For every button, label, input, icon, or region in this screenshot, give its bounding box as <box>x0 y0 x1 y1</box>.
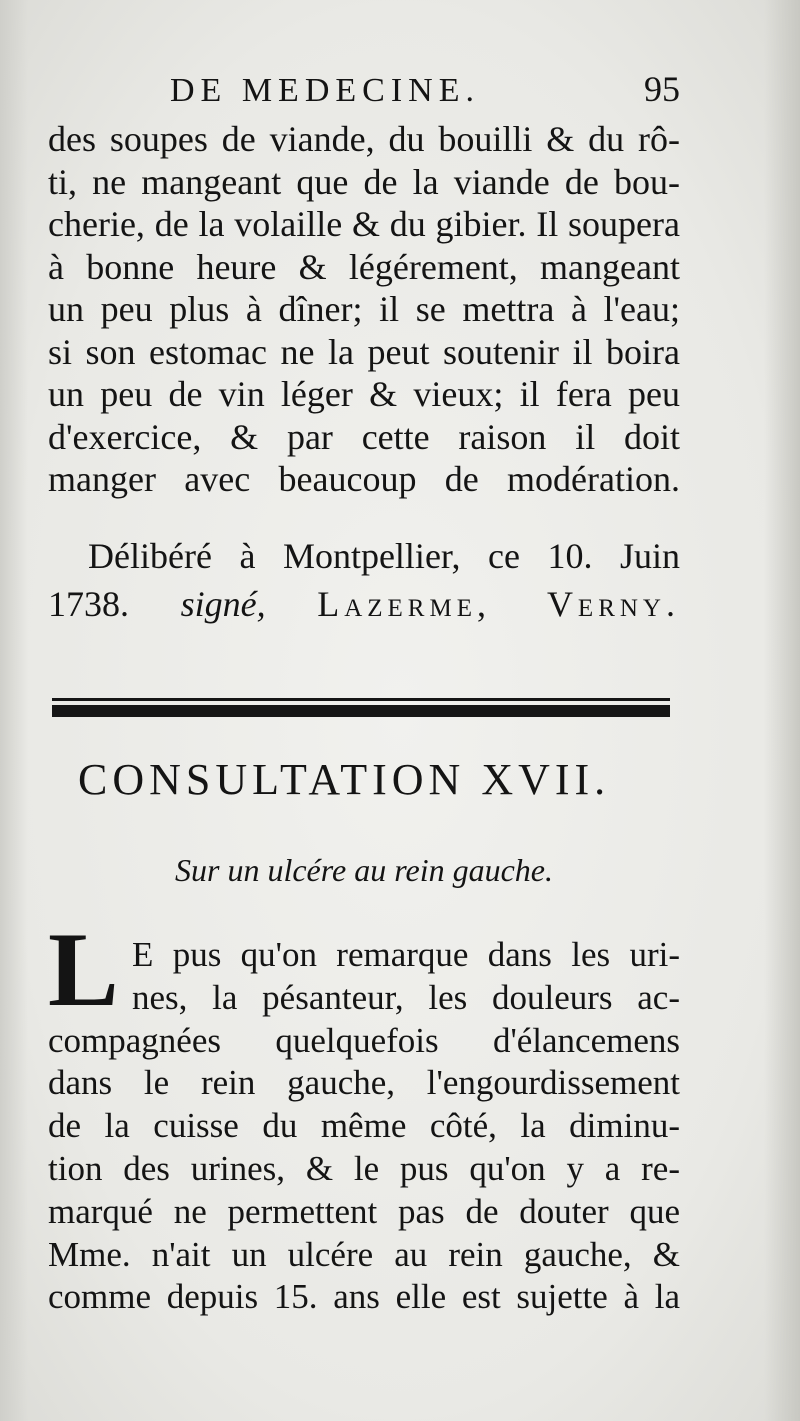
signatory-names: Lazerme, Verny. <box>317 584 680 624</box>
top-paragraph <box>48 118 680 501</box>
divider-thick <box>52 705 670 717</box>
divider-thin <box>52 698 670 701</box>
text-line: un peu plus à dîner; il se mettra à l'eau; <box>48 289 680 329</box>
text-line: marqué ne permettent pas de douter que <box>48 1191 680 1231</box>
text-line: de la cuisse du même côté, la diminu- <box>48 1106 680 1146</box>
text-line: des soupes de viande, du bouilli & du rô- <box>48 119 680 159</box>
drop-cap: L <box>48 911 119 1028</box>
text-line: d'exercice, & par cette raison il doit <box>48 416 680 457</box>
text-line: cherie, de la volaille & du gibier. Il soupera <box>48 204 680 244</box>
body-paragraph <box>48 934 680 1319</box>
signatories-line <box>48 580 680 628</box>
deliberation-line: Délibéré à Montpellier, ce 10. Juin <box>88 536 680 576</box>
year: 1738. <box>48 584 129 624</box>
running-title: DE MEDECINE. <box>170 72 480 109</box>
text-line: compagnées quelquefois d'élancemens <box>48 1020 680 1060</box>
text-line: un peu de vin léger & vieux; il fera peu <box>48 374 680 414</box>
page-number: 95 <box>644 69 680 109</box>
text-line: dans le rein gauche, l'engourdissement <box>48 1063 680 1103</box>
running-head <box>170 68 680 114</box>
text-line: comme depuis 15. ans elle est sujette à la <box>48 1277 680 1317</box>
text-line: tion des urines, & le pus qu'on y a re- <box>48 1148 680 1188</box>
text-line: si son estomac ne la peut soutenir il boira <box>48 331 680 372</box>
signature-block <box>48 532 680 628</box>
text-line: manger avec beaucoup de modération. <box>48 459 680 499</box>
signe-label: signé, <box>180 584 266 624</box>
text-line: Mme. n'ait un ulcére au rein gauche, & <box>48 1234 680 1274</box>
section-heading: CONSULTATION XVII. <box>78 755 611 804</box>
text-line: ti, ne mangeant que de la viande de bou- <box>48 161 680 202</box>
text-line: à bonne heure & légérement, mangeant <box>48 246 680 287</box>
text-line: E pus qu'on remarque dans les uri- <box>132 935 680 974</box>
section-subtitle: Sur un ulcére au rein gauche. <box>175 852 553 888</box>
text-line: nes, la pésanteur, les douleurs ac- <box>132 977 680 1017</box>
